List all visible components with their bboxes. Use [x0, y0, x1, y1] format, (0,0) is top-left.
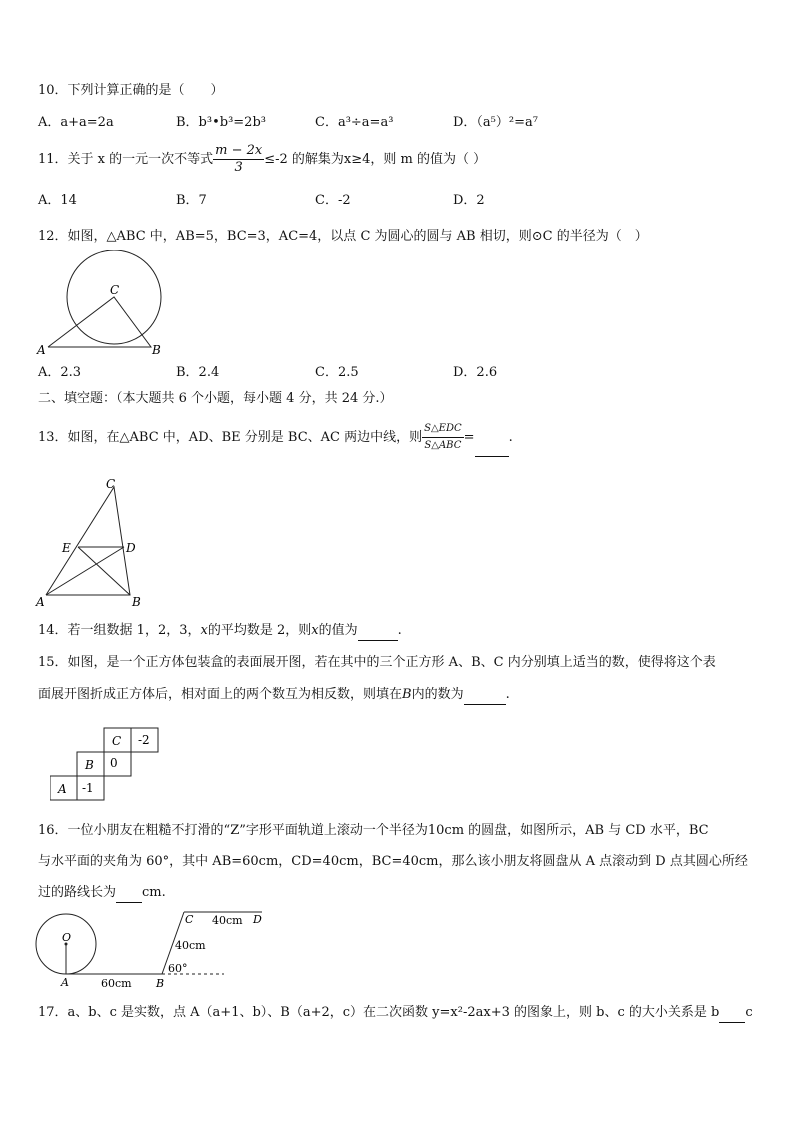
q15-line2-pre: 面展开图折成正方体后，相对面上的两个数互为相反数，则填在 [38, 687, 403, 702]
question-16-line-2: 与水平面的夹角为 60°，其中 AB=60cm，CD=40cm，BC=40cm，那么该小朋友将圆盘从 A 点滚动到 D 点其圆心所经 [38, 854, 748, 869]
question-15-line-2 [38, 686, 510, 705]
q16-line3-post: cm. [142, 885, 166, 900]
question-15-line-1: 15．如图，是一个正方体包装盒的表面展开图，若在其中的三个正方形 A、B、C 内分别填上适当的数，使得将这个表 [38, 655, 716, 670]
q14-answer-blank[interactable] [358, 622, 398, 641]
q17-answer-blank[interactable] [719, 1004, 745, 1023]
q13-frac-num: S△EDC [422, 421, 464, 438]
q13-answer-blank[interactable] [475, 420, 509, 457]
q10-option-b: B．b³•b³=2b³ [176, 115, 266, 130]
q11-stem-post: ≤-2 的解集为x≥4，则 m 的值为（ ） [264, 152, 487, 167]
q10-option-c: C．a³÷a=a³ [315, 115, 394, 130]
q12-option-c: C．2.5 [315, 365, 359, 380]
question-10-stem: 10．下列计算正确的是（ ） [38, 83, 224, 98]
q13-label-b: B [132, 595, 141, 609]
question-16-line-1: 16．一位小朋友在粗糙不打滑的“Z”字形平面轨道上滚动一个半径为10cm 的圆盘，如图所示，AB 与 CD 水平，BC [38, 823, 709, 838]
q12-label-b: B [152, 343, 161, 357]
q15-net-figure [50, 726, 164, 804]
q12-option-d: D．2.6 [453, 365, 498, 380]
question-12-stem: 12．如图，△ABC 中，AB=5，BC=3，AC=4，以点 C 为圆心的圆与 AB 相切，则⊙C 的半径为（ ） [38, 229, 648, 244]
q15-label-neg1: -1 [82, 781, 94, 795]
q11-option-b: B．7 [176, 193, 207, 208]
q16-line3-pre: 过的路线长为 [38, 885, 117, 900]
q10-option-a: A．a+a=2a [38, 115, 114, 130]
q12-option-b: B．2.4 [176, 365, 220, 380]
q16-label-c: C [185, 913, 194, 926]
q15-label-a: A [58, 782, 67, 796]
q13-label-e: E [62, 541, 71, 555]
question-14-stem [38, 622, 402, 641]
q11-option-d: D．2 [453, 193, 485, 208]
section-2-heading: 二、填空题：（本大题共 6 个小题，每小题 4 分，共 24 分.） [38, 391, 393, 406]
question-11-stem [38, 142, 486, 178]
q15-label-c: C [112, 734, 122, 748]
q14-stem-pre: 14．若一组数据 1，2，3， [38, 623, 201, 638]
q13-fraction [422, 421, 464, 454]
question-16-line-3 [38, 884, 166, 903]
q13-label-a: A [36, 595, 45, 609]
q16-label-o: O [62, 931, 72, 944]
q14-stem-mid: 的平均数是 2，则 [207, 623, 312, 638]
q13-figure [32, 476, 148, 610]
q14-end: . [397, 623, 402, 638]
q17-end: c [745, 1005, 753, 1020]
q15-line2-post: 内的数为 [411, 687, 464, 702]
q16-label-bc-length: 40cm [175, 939, 206, 952]
q11-stem-pre: 11．关于 x 的一元一次不等式 [38, 152, 214, 167]
q11-frac-num: m − 2x [215, 143, 263, 158]
q12-option-a: A．2.3 [38, 365, 82, 380]
q16-label-d: D [253, 913, 262, 926]
q16-label-b: B [156, 977, 165, 990]
question-13-stem [38, 420, 513, 457]
q14-var-2: x [311, 623, 319, 638]
q16-label-angle: 60° [168, 962, 188, 975]
q16-answer-blank[interactable] [116, 884, 142, 903]
q11-fraction [213, 143, 264, 176]
q15-line2-var: B [402, 687, 412, 702]
question-17-stem [38, 1004, 753, 1023]
q12-figure [34, 250, 168, 360]
q13-segment-ad [46, 547, 124, 595]
q13-stem-pre: 13．如图，在△ABC 中，AD、BE 分别是 BC、AC 两边中线，则 [38, 430, 423, 445]
q11-option-c: C．-2 [315, 193, 351, 208]
q14-stem-post: 的值为 [318, 623, 358, 638]
q17-stem: 17．a、b、c 是实数，点 A（a+1、b）、B（a+2，c）在二次函数 y=x²-2ax+3 的图象上，则 b、c 的大小关系是 b [38, 1005, 720, 1020]
q13-label-d: D [126, 541, 136, 555]
q16-label-cd-length: 40cm [212, 914, 243, 927]
q16-label-ab-length: 60cm [101, 977, 132, 990]
q12-triangle [48, 297, 151, 347]
q15-label-b: B [85, 758, 94, 772]
q12-label-a: A [37, 343, 46, 357]
q11-frac-den: 3 [234, 160, 243, 175]
q15-answer-blank[interactable] [464, 686, 506, 705]
q13-label-c: C [106, 477, 116, 491]
q13-triangle [46, 487, 130, 595]
q13-frac-den: S△ABC [424, 440, 462, 451]
q15-label-zero: 0 [110, 756, 118, 770]
q10-option-d: D．（a⁵）²=a⁷ [453, 115, 538, 130]
q13-stem-post: = [463, 430, 475, 445]
q15-label-neg2: -2 [138, 733, 150, 747]
q16-track-figure [34, 908, 266, 990]
q12-label-c: C [110, 283, 120, 297]
q14-var: x [200, 623, 208, 638]
q13-end: . [508, 430, 513, 445]
q11-option-a: A．14 [38, 193, 77, 208]
q15-end: . [505, 687, 510, 702]
q16-label-a: A [61, 976, 69, 989]
